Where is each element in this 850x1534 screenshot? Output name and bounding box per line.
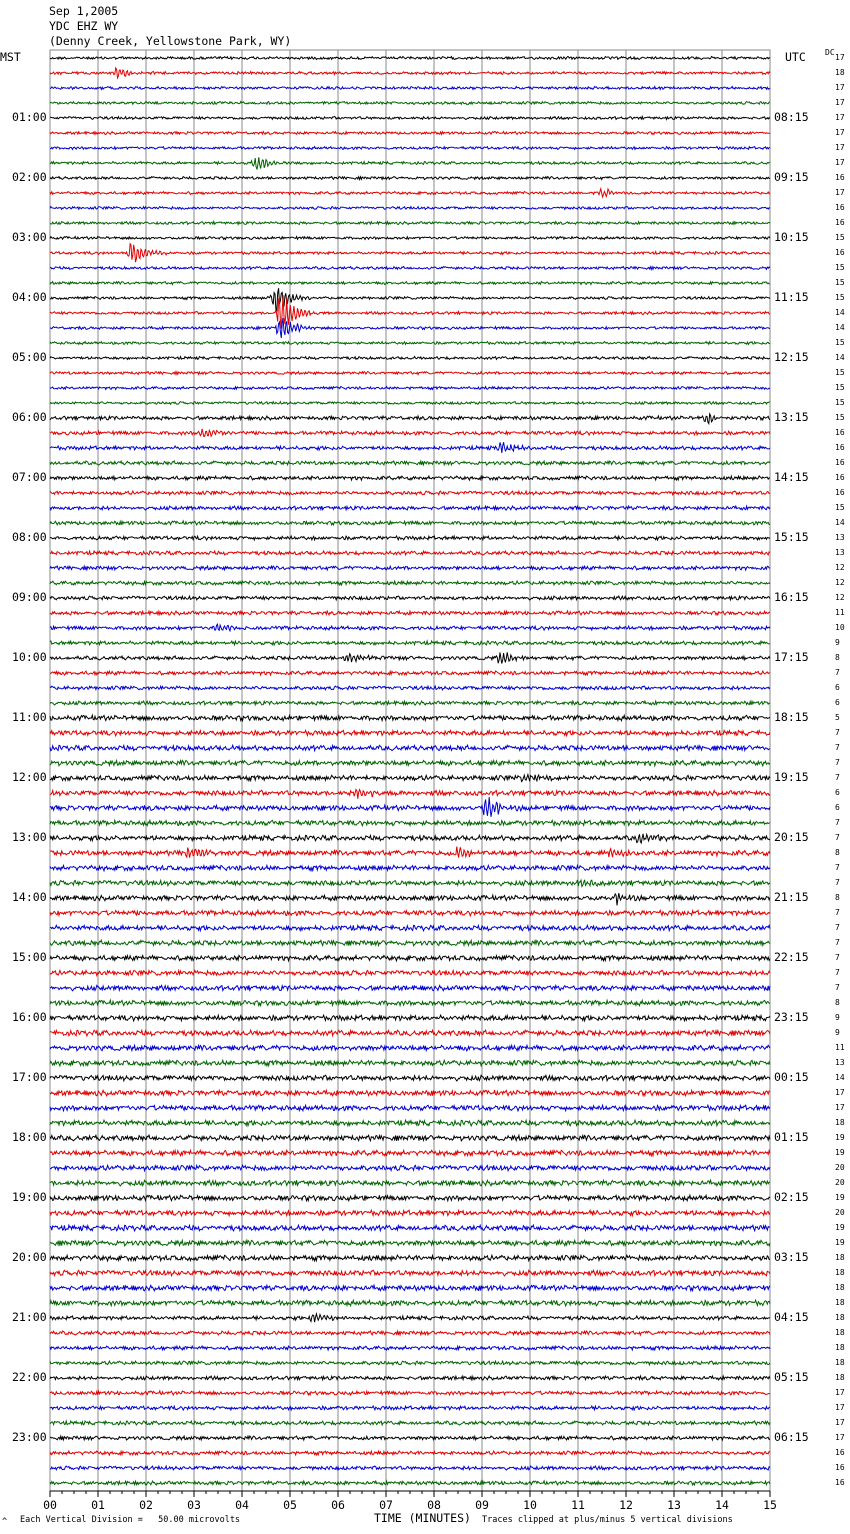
- trace-line: [50, 686, 770, 690]
- dc-value: 18: [835, 1343, 845, 1352]
- dc-value: 16: [835, 488, 845, 497]
- utc-hour-label: 10:15: [774, 230, 809, 244]
- dc-value: 18: [835, 1298, 845, 1307]
- dc-value: 15: [835, 338, 845, 347]
- dc-value: 17: [835, 128, 845, 137]
- utc-hour-label: 09:15: [774, 170, 809, 184]
- x-tick-label: 05: [283, 1498, 297, 1512]
- mst-hour-label: 14:00: [12, 890, 47, 904]
- trace-line: [50, 1060, 770, 1066]
- mst-hour-label: 11:00: [12, 710, 47, 724]
- trace-line: [50, 566, 770, 570]
- trace-line: [50, 1135, 770, 1141]
- dc-value: 17: [835, 143, 845, 152]
- x-tick-label: 02: [139, 1498, 153, 1512]
- trace-line: [50, 880, 770, 887]
- utc-hour-label: 17:15: [774, 650, 809, 664]
- left-timezone-label: MST: [0, 50, 21, 64]
- dc-value: 14: [835, 308, 845, 317]
- dc-value: 7: [835, 878, 840, 887]
- trace-line: [50, 429, 770, 437]
- dc-value: 16: [835, 443, 845, 452]
- dc-value: 18: [835, 1358, 845, 1367]
- right-timezone-label: UTC: [785, 50, 806, 64]
- dc-value: 8: [835, 998, 840, 1007]
- trace-line: [50, 147, 770, 150]
- dc-value: 7: [835, 908, 840, 917]
- trace-line: [50, 244, 770, 262]
- trace-line: [50, 790, 770, 799]
- dc-value: 10: [835, 623, 845, 632]
- mst-hour-label: 05:00: [12, 350, 47, 364]
- dc-value: 16: [835, 1478, 845, 1487]
- trace-line: [50, 414, 770, 424]
- mst-hour-label: 20:00: [12, 1250, 47, 1264]
- dc-value: 18: [835, 1283, 845, 1292]
- trace-line: [50, 476, 770, 480]
- dc-value: 14: [835, 323, 845, 332]
- dc-label: DC: [825, 48, 835, 57]
- dc-value: 17: [835, 1103, 845, 1112]
- mst-hour-label: 04:00: [12, 290, 47, 304]
- dc-value: 9: [835, 638, 840, 647]
- dc-value: 16: [835, 1463, 845, 1472]
- trace-line: [50, 1466, 770, 1470]
- clip-note: Traces clipped at plus/minus 5 vertical divisions: [482, 1515, 733, 1525]
- dc-value: 13: [835, 1058, 845, 1067]
- mst-hour-label: 08:00: [12, 530, 47, 544]
- trace-line: [50, 1150, 770, 1156]
- dc-value: 19: [835, 1223, 845, 1232]
- trace-line: [50, 1180, 770, 1186]
- trace-line: [50, 1346, 770, 1350]
- dc-value: 9: [835, 1013, 840, 1022]
- station-location: (Denny Creek, Yellowstone Park, WY): [49, 34, 292, 48]
- trace-line: [50, 611, 770, 615]
- trace-line: [50, 288, 770, 310]
- dc-value: 7: [835, 953, 840, 962]
- mst-hour-label: 03:00: [12, 230, 47, 244]
- dc-value: 18: [835, 1253, 845, 1262]
- x-tick-label: 14: [715, 1498, 729, 1512]
- utc-hour-label: 21:15: [774, 890, 809, 904]
- trace-line: [50, 1195, 770, 1201]
- trace-line: [50, 342, 770, 345]
- dc-value: 18: [835, 1313, 845, 1322]
- dc-value: 7: [835, 968, 840, 977]
- mst-hour-label: 01:00: [12, 110, 47, 124]
- trace-line: [50, 715, 770, 720]
- x-tick-label: 15: [763, 1498, 777, 1512]
- dc-value: 7: [835, 773, 840, 782]
- trace-line: [50, 102, 770, 105]
- dc-value: 19: [835, 1193, 845, 1202]
- dc-value: 8: [835, 893, 840, 902]
- mst-hour-label: 17:00: [12, 1070, 47, 1084]
- trace-line: [50, 1361, 770, 1365]
- trace-line: [50, 1120, 770, 1126]
- dc-value: 17: [835, 1403, 845, 1412]
- mst-hour-label: 06:00: [12, 410, 47, 424]
- dc-value: 12: [835, 578, 845, 587]
- trace-line: [50, 267, 770, 270]
- trace-line: [50, 1376, 770, 1380]
- utc-hour-label: 13:15: [774, 410, 809, 424]
- dc-value: 15: [835, 263, 845, 272]
- dc-value: 11: [835, 608, 845, 617]
- trace-line: [50, 730, 770, 736]
- mst-hour-label: 12:00: [12, 770, 47, 784]
- trace-line: [50, 387, 770, 390]
- trace-line: [50, 1015, 770, 1021]
- division-scale-note: Each Vertical Division = 50.00 microvolts: [20, 1515, 241, 1525]
- mst-hour-label: 21:00: [12, 1310, 47, 1324]
- trace-line: [50, 847, 770, 858]
- dc-value: 7: [835, 743, 840, 752]
- utc-hour-label: 03:15: [774, 1250, 809, 1264]
- trace-line: [50, 372, 770, 375]
- dc-value: 17: [835, 1418, 845, 1427]
- dc-value: 16: [835, 218, 845, 227]
- dc-value: 6: [835, 683, 840, 692]
- scale-marker: ^: [2, 1517, 8, 1527]
- dc-value: 16: [835, 248, 845, 257]
- dc-value: 18: [835, 1373, 845, 1382]
- trace-line: [50, 701, 770, 705]
- trace-line: [50, 222, 770, 225]
- dc-value: 15: [835, 413, 845, 422]
- utc-hour-label: 05:15: [774, 1370, 809, 1384]
- dc-value: 17: [835, 158, 845, 167]
- dc-value: 11: [835, 1043, 845, 1052]
- trace-line: [50, 521, 770, 525]
- trace-line: [50, 797, 770, 817]
- trace-line: [50, 402, 770, 405]
- dc-value: 20: [835, 1208, 845, 1217]
- dc-value: 20: [835, 1163, 845, 1172]
- trace-line: [50, 624, 770, 631]
- dc-value: 8: [835, 653, 840, 662]
- utc-hour-label: 14:15: [774, 470, 809, 484]
- dc-value: 15: [835, 233, 845, 242]
- x-tick-label: 04: [235, 1498, 249, 1512]
- trace-line: [50, 1240, 770, 1246]
- trace-line: [50, 1090, 770, 1096]
- utc-hour-label: 15:15: [774, 530, 809, 544]
- trace-line: [50, 1000, 770, 1005]
- trace-line: [50, 207, 770, 210]
- dc-value: 8: [835, 848, 840, 857]
- x-tick-label: 03: [187, 1498, 201, 1512]
- dc-value: 17: [835, 1388, 845, 1397]
- utc-hour-label: 23:15: [774, 1010, 809, 1024]
- dc-value: 7: [835, 668, 840, 677]
- dc-value: 7: [835, 923, 840, 932]
- trace-line: [50, 295, 770, 328]
- trace-line: [50, 1210, 770, 1216]
- trace-line: [50, 68, 770, 78]
- trace-line: [50, 1075, 770, 1081]
- trace-line: [50, 1331, 770, 1335]
- dc-value: 17: [835, 1433, 845, 1442]
- x-tick-label: 01: [91, 1498, 105, 1512]
- utc-hour-label: 02:15: [774, 1190, 809, 1204]
- trace-line: [50, 1255, 770, 1261]
- dc-value: 13: [835, 533, 845, 542]
- mst-hour-label: 10:00: [12, 650, 47, 664]
- trace-line: [50, 671, 770, 675]
- dc-value: 16: [835, 173, 845, 182]
- trace-line: [50, 940, 770, 946]
- trace-line: [50, 1451, 770, 1455]
- x-axis-title: TIME (MINUTES): [374, 1511, 471, 1525]
- mst-hour-label: 09:00: [12, 590, 47, 604]
- utc-hour-label: 22:15: [774, 950, 809, 964]
- utc-hour-label: 06:15: [774, 1430, 809, 1444]
- trace-line: [50, 910, 770, 915]
- trace-line: [50, 641, 770, 645]
- dc-value: 7: [835, 938, 840, 947]
- utc-hour-label: 19:15: [774, 770, 809, 784]
- trace-line: [50, 491, 770, 495]
- x-tick-label: 00: [43, 1498, 57, 1512]
- x-tick-label: 09: [475, 1498, 489, 1512]
- chart-date: Sep 1,2005: [49, 4, 119, 18]
- utc-hour-label: 00:15: [774, 1070, 809, 1084]
- trace-line: [50, 1165, 770, 1171]
- dc-value: 7: [835, 728, 840, 737]
- x-tick-label: 10: [523, 1498, 537, 1512]
- dc-value: 19: [835, 1238, 845, 1247]
- trace-line: [50, 760, 770, 765]
- mst-hour-label: 19:00: [12, 1190, 47, 1204]
- dc-value: 19: [835, 1133, 845, 1142]
- dc-value: 5: [835, 713, 840, 722]
- trace-line: [50, 1391, 770, 1395]
- trace-line: [50, 87, 770, 90]
- dc-value: 15: [835, 278, 845, 287]
- trace-line: [50, 189, 770, 197]
- trace-line: [50, 1225, 770, 1231]
- dc-value: 7: [835, 863, 840, 872]
- dc-value: 17: [835, 188, 845, 197]
- dc-value: 7: [835, 833, 840, 842]
- utc-hour-label: 11:15: [774, 290, 809, 304]
- dc-value: 18: [835, 1328, 845, 1337]
- trace-line: [50, 745, 770, 751]
- trace-line: [50, 820, 770, 826]
- dc-value: 18: [835, 1268, 845, 1277]
- dc-value: 16: [835, 1448, 845, 1457]
- utc-hour-label: 18:15: [774, 710, 809, 724]
- trace-group: [50, 57, 770, 1486]
- trace-line: [50, 318, 770, 338]
- trace-line: [50, 955, 770, 961]
- trace-line: [50, 1421, 770, 1425]
- dc-value: 9: [835, 1028, 840, 1037]
- dc-value: 14: [835, 1073, 845, 1082]
- trace-line: [50, 1270, 770, 1276]
- x-tick-label: 11: [571, 1498, 585, 1512]
- trace-line: [50, 177, 770, 180]
- dc-value: 6: [835, 803, 840, 812]
- dc-value: 17: [835, 113, 845, 122]
- mst-hour-label: 13:00: [12, 830, 47, 844]
- dc-value: 15: [835, 503, 845, 512]
- dc-value: 16: [835, 458, 845, 467]
- trace-line: [50, 1314, 770, 1322]
- trace-line: [50, 117, 770, 120]
- trace-line: [50, 1406, 770, 1410]
- utc-hour-label: 12:15: [774, 350, 809, 364]
- mst-hour-label: 07:00: [12, 470, 47, 484]
- mst-hour-label: 23:00: [12, 1430, 47, 1444]
- mst-hour-label: 16:00: [12, 1010, 47, 1024]
- dc-value: 14: [835, 518, 845, 527]
- dc-value: 7: [835, 758, 840, 767]
- dc-value: 6: [835, 788, 840, 797]
- utc-hour-label: 16:15: [774, 590, 809, 604]
- mst-hour-label: 18:00: [12, 1130, 47, 1144]
- dc-value: 17: [835, 83, 845, 92]
- trace-line: [50, 1481, 770, 1485]
- trace-line: [50, 596, 770, 600]
- trace-line: [50, 1300, 770, 1306]
- trace-line: [50, 506, 770, 510]
- x-tick-label: 13: [667, 1498, 681, 1512]
- utc-hour-label: 08:15: [774, 110, 809, 124]
- trace-line: [50, 157, 770, 169]
- dc-value: 15: [835, 293, 845, 302]
- dc-value: 17: [835, 53, 845, 62]
- x-tick-label: 07: [379, 1498, 393, 1512]
- trace-line: [50, 970, 770, 975]
- trace-line: [50, 925, 770, 930]
- utc-hour-label: 01:15: [774, 1130, 809, 1144]
- time-axis: [43, 1491, 777, 1512]
- trace-line: [50, 357, 770, 360]
- trace-line: [50, 865, 770, 871]
- trace-line: [50, 1105, 770, 1111]
- x-tick-label: 12: [619, 1498, 633, 1512]
- mst-hour-label: 22:00: [12, 1370, 47, 1384]
- dc-value: 18: [835, 68, 845, 77]
- trace-line: [50, 985, 770, 991]
- trace-line: [50, 442, 770, 453]
- x-tick-label: 08: [427, 1498, 441, 1512]
- dc-value: 7: [835, 818, 840, 827]
- dc-value: 12: [835, 563, 845, 572]
- trace-line: [50, 652, 770, 663]
- trace-line: [50, 282, 770, 285]
- trace-line: [50, 1030, 770, 1036]
- trace-line: [50, 893, 770, 905]
- dc-value: 16: [835, 428, 845, 437]
- x-tick-label: 06: [331, 1498, 345, 1512]
- trace-line: [50, 132, 770, 135]
- dc-value: 15: [835, 398, 845, 407]
- trace-line: [50, 1045, 770, 1051]
- dc-value: 19: [835, 1148, 845, 1157]
- dc-value: 17: [835, 1088, 845, 1097]
- dc-value: 15: [835, 383, 845, 392]
- trace-line: [50, 237, 770, 240]
- trace-line: [50, 57, 770, 60]
- dc-value: 20: [835, 1178, 845, 1187]
- mst-hour-label: 02:00: [12, 170, 47, 184]
- utc-hour-label: 20:15: [774, 830, 809, 844]
- trace-line: [50, 551, 770, 555]
- dc-value: 16: [835, 203, 845, 212]
- dc-value: 13: [835, 548, 845, 557]
- trace-line: [50, 536, 770, 540]
- utc-hour-label: 04:15: [774, 1310, 809, 1324]
- dc-value: 18: [835, 1118, 845, 1127]
- trace-line: [50, 834, 770, 843]
- dc-value: 17: [835, 98, 845, 107]
- trace-line: [50, 581, 770, 585]
- trace-line: [50, 461, 770, 465]
- dc-value: 14: [835, 353, 845, 362]
- dc-value: 6: [835, 698, 840, 707]
- dc-value: 12: [835, 593, 845, 602]
- mst-hour-label: 15:00: [12, 950, 47, 964]
- trace-line: [50, 775, 770, 782]
- trace-line: [50, 1285, 770, 1291]
- dc-value: 15: [835, 368, 845, 377]
- station-code: YDC EHZ WY: [49, 19, 119, 33]
- dc-value: 7: [835, 983, 840, 992]
- dc-value: 16: [835, 473, 845, 482]
- trace-line: [50, 1436, 770, 1440]
